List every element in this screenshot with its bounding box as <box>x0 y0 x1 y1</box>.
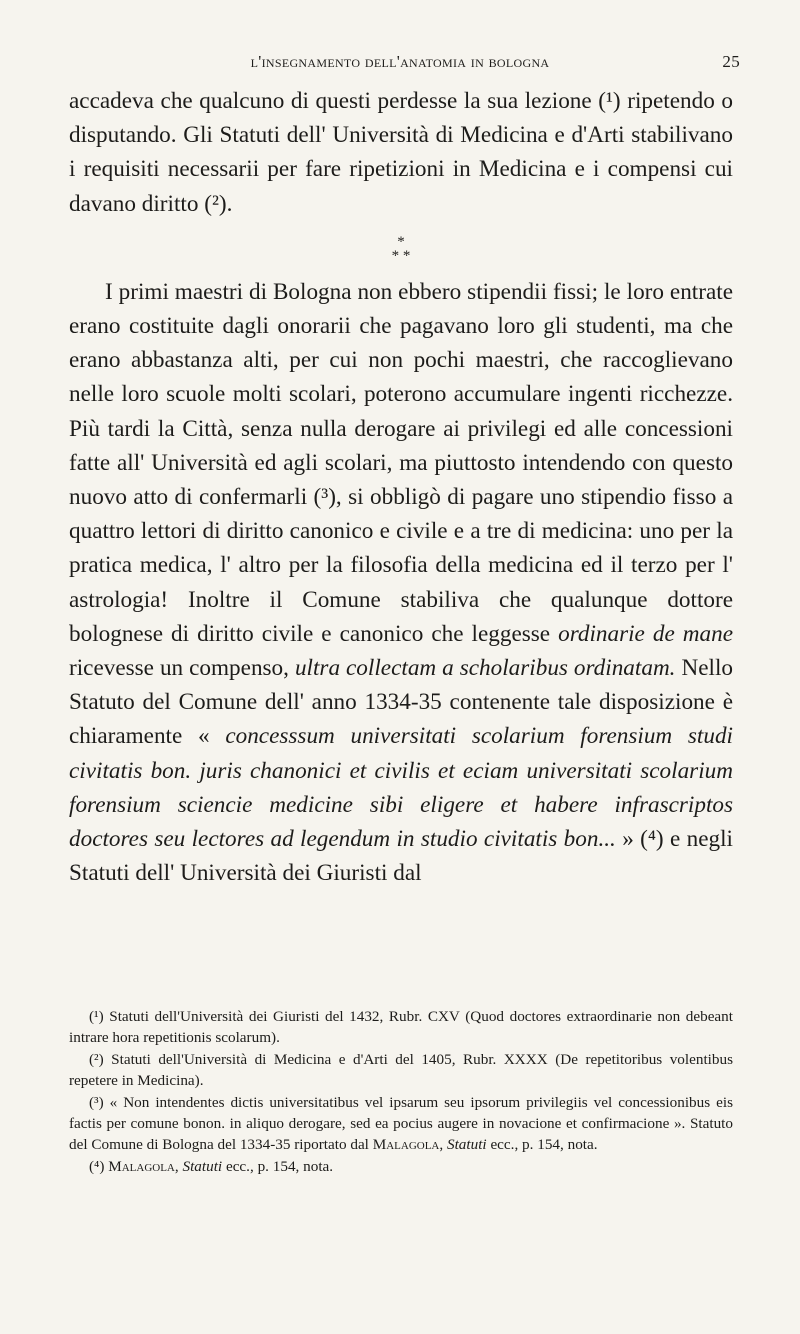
footnote-2: (²) Statuti dell'Università di Medicina e d'Arti del 1405, Rubr. XXXX (De repetitoribus volentibus repetere in Medicina). <box>69 1050 733 1090</box>
footnote-4-author: Malagola <box>108 1157 175 1175</box>
footnote-1: (¹) Statuti dell'Università dei Giuristi del 1432, Rubr. CXV (Quod doctores extraordinarie non debeant intrare hora repetitionis scolarum). <box>69 1008 733 1047</box>
paragraph-1: accadeva che qualcuno di questi perdesse la sua lezione (¹) ripetendo o disputando. Gli Statuti dell' Università di Medicina e d'Arti stabilivano i requisiti necessarii per fare ripetizioni in Medicina e i compensi cui davano diritto (²). <box>69 88 733 217</box>
paragraph-2-text-b: ricevesse un compenso, <box>69 655 295 682</box>
footnotes <box>69 1006 733 1177</box>
footnote-3-ref: ecc., p. 154, nota. <box>486 1136 598 1154</box>
footnote-4-ref: ecc., p. 154, nota. <box>222 1157 334 1175</box>
latin-phrase-1: ordinarie de mane <box>558 620 733 647</box>
section-separator <box>69 235 733 263</box>
latin-phrase-2: ultra collectam a scholaribus ordinatam. <box>294 655 676 682</box>
separator-asterisks-bottom: * * <box>391 247 411 264</box>
footnote-3-title: Statuti <box>446 1136 487 1154</box>
paragraph-2-text-d: » (⁴) e negli Statuti dell' Università dei Giuristi dal <box>69 826 733 887</box>
paragraph-2-text-c: Nello Statuto del Comune dell' anno 1334-35 contenente tale disposizione è chiaramente « <box>69 655 733 750</box>
separator-asterisk-top: * <box>397 233 405 250</box>
paragraph-2 <box>69 275 733 891</box>
page-number: 25 <box>722 52 740 71</box>
latin-quotation: concesssum universitati scolarium forensium studi civitatis bon. juris chanonici et civilis et eciam universitati scolarium forensium sciencie medicine sibi eligere et habere infrascriptos doctores seu lectores ad legendum in studio civitatis bon... <box>69 723 733 853</box>
footnote-3-text: (³) « Non intendentes dictis universitatibus vel ipsarum seu ipsorum privilegiis vel concessionibus eis factis per comune bonon. in aliquo derogare, sed ea pocius augere in novacione et confirmacione ». Statuto del Comune di Bologna del 1334-35 riportato dal <box>69 1093 733 1154</box>
footnote-4-title: Statuti <box>182 1157 223 1175</box>
footnote-4-sep: , <box>174 1157 183 1175</box>
body-text <box>69 84 733 890</box>
footnote-3-sep: , <box>439 1136 447 1154</box>
running-title: l'insegnamento dell'anatomia in bologna <box>250 52 550 71</box>
running-head <box>60 52 740 82</box>
footnote-4 <box>69 1156 733 1177</box>
paragraph-2-text-a: I primi maestri di Bologna non ebbero stipendii fissi; le loro entrate erano costituite dagli onorarii che pagavano loro gli studenti, ma che erano abbastanza alti, per cui non pochi maestri, che raccoglievano nelle loro scuole molti scolari, poterono accumulare ingenti ricchezze. Più tardi la Città, senza nulla derogare ai privilegi ed alle concessioni fatte all' Università ed agli scolari, ma piuttosto intendendo con questo nuovo atto di confermarli (³), si obbligò di pagare uno stipendio fisso a quattro lettori di diritto canonico e civile e a tre di medicina: uno per la pratica medica, l' altro per la filosofia della medicina ed il terzo per l' astrologia! Inoltre il Comune stabiliva che qualunque dottore bolognese di diritto civile e canonico che leggesse <box>69 278 733 647</box>
footnote-4-marker: (⁴) <box>89 1157 109 1175</box>
footnote-3 <box>69 1092 733 1156</box>
footnote-3-author: Malagola <box>372 1136 440 1154</box>
